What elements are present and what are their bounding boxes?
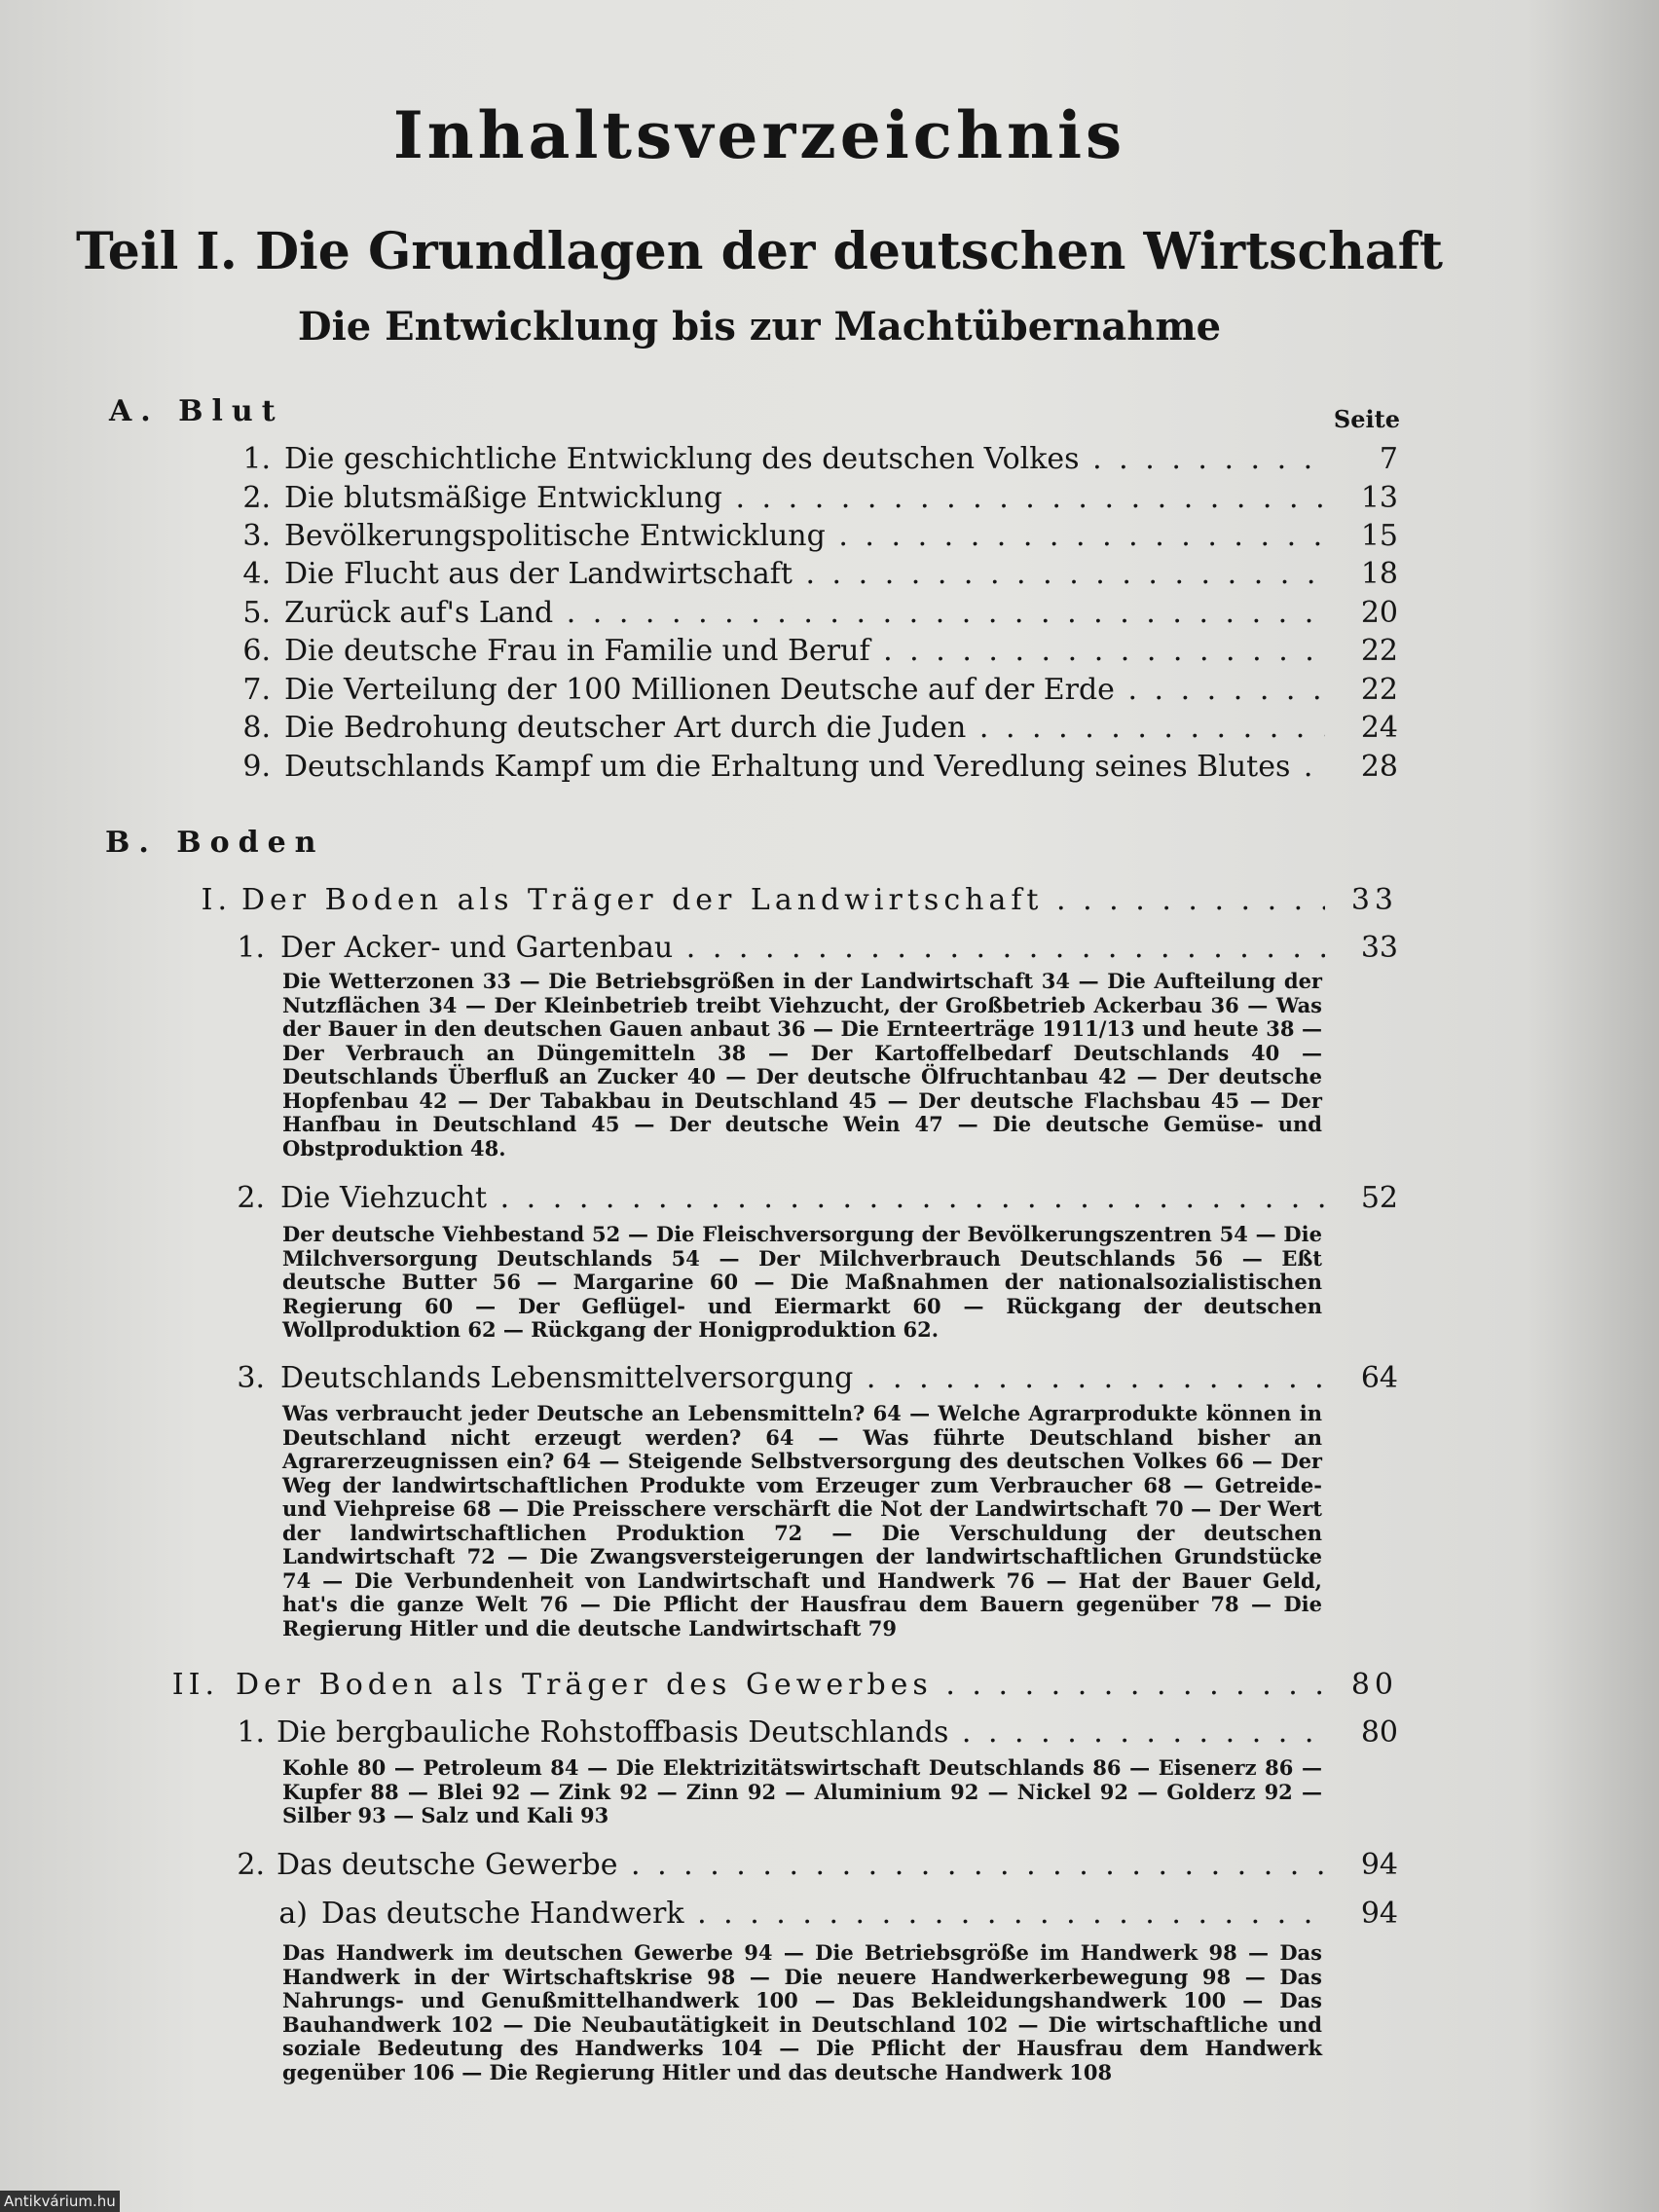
toc-entry-page: 64 <box>1360 1361 1398 1395</box>
toc-entry-page: 7 <box>1379 442 1398 476</box>
toc-entry-label: Die Bedrohung deutscher Art durch die Juden . . . <box>284 710 1325 747</box>
toc-entry <box>0 633 1659 670</box>
page-column-label: Seite <box>1333 405 1400 433</box>
toc-entry-page: 33 <box>1350 883 1398 917</box>
toc-entry-label: Der Boden als Träger der Landwirtschaft . . . <box>241 882 1325 919</box>
toc-entry-label: Das deutsche Gewerbe . . . <box>276 1847 1325 1884</box>
toc-entry-label: Die bergbauliche Rohstoffbasis Deutschlands . . . <box>276 1714 1325 1751</box>
toc-entry-page: 15 <box>1360 519 1398 553</box>
toc-entry-description: Was verbraucht jeder Deutsche an Lebensmitteln? 64 — Welche Agrarprodukte können in Deutschland nicht erzeugt werden? 64 — Was führte Deutschland bisher an Agrarerzeugnissen ein? 64 — Steigende Selbstversorgung des deutschen Volkes 66 — Der Weg der landwirtschaftlichen Produkte vom Erzeuger zum Verbraucher 68 — Getreide- und Viehpreise 68 — Die Preisschere verschärft die Not der Landwirtschaft 70 — Der Wert der landwirtschaftlichen Produktion 72 — Die Verschuldung der deutschen Landwirtschaft 72 — Die Zwangsversteigerungen der landwirtschaftlichen Grundstücke 74 — Die Verbundenheit von Landwirtschaft und Handwerk 76 — Hat der Bauer Geld, hat's die ganze Welt 76 — Die Pflicht der Hausfrau dem Bauern gegenüber 78 — Die Regierung Hitler und die deutsche Landwirtschaft 79 <box>282 1401 1322 1641</box>
toc-entry-page: 94 <box>1360 1848 1398 1882</box>
toc-entry-number: 8. <box>242 711 271 745</box>
page-title: Inhaltsverzeichnis <box>392 97 1126 173</box>
toc-entry-page: 80 <box>1350 1668 1398 1702</box>
toc-entry-number: 1. <box>237 1715 265 1750</box>
toc-entry-description: Das Handwerk im deutschen Gewerbe 94 — Die Betriebsgröße im Handwerk 98 — Das Handwerk in der Wirtschaftskrise 98 — Die neuere Handwerkerbewegung 98 — Das Nahrungs- und Genußmittelhandwerk 100 — Das Bekleidungshandwerk 100 — Das Bauhandwerk 102 — Die Neubautätigkeit in Deutschland 102 — Die wirtschaftliche und soziale Bedeutung des Handwerks 104 — Die Pflicht der Hausfrau dem Handwerk gegenüber 106 — Die Regierung Hitler und das deutsche Handwerk 108 <box>282 1940 1322 2084</box>
toc-entry-label: Der Acker- und Gartenbau . . . <box>280 930 1325 967</box>
toc-entry <box>0 1896 1659 1933</box>
toc-entry <box>0 1847 1659 1884</box>
toc-entry <box>0 480 1659 517</box>
toc-entry-page: 13 <box>1360 481 1398 515</box>
toc-entry-description: Der deutsche Viehbestand 52 — Die Fleischversorgung der Bevölkerungszentren 54 — Die Milchversorgung Deutschlands 54 — Der Milchverbrauch Deutschlands 56 — Eßt deutsche Butter 56 — Margarine 60 — Die Maßnahmen der nationalsozialistischen Regierung 60 — Der Geflügel- und Eiermarkt 60 — Rückgang der deutschen Wollproduktion 62 — Rückgang der Honigproduktion 62. <box>282 1222 1322 1342</box>
toc-entry <box>0 749 1659 786</box>
toc-entry-number: 3. <box>237 1361 265 1395</box>
toc-entry <box>0 882 1659 919</box>
toc-entry-number: 2. <box>242 481 271 515</box>
toc-entry-label: Die Flucht aus der Landwirtschaft . . . <box>284 556 1325 593</box>
toc-entry-label: Zurück auf's Land . . . <box>284 595 1325 632</box>
toc-entry-page: 22 <box>1360 634 1398 668</box>
toc-entry-number: 7. <box>242 673 271 707</box>
toc-entry-page: 28 <box>1360 750 1398 784</box>
toc-entry-number: 2. <box>237 1181 265 1215</box>
watermark: Antikvárium.hu <box>0 2191 120 2212</box>
toc-entry-label: Die geschichtliche Entwicklung des deutschen Volkes . . . <box>284 441 1325 478</box>
section-b-heading: B. Boden <box>105 826 325 860</box>
toc-entry-label: Der Boden als Träger des Gewerbes . . . <box>236 1667 1325 1704</box>
toc-entry-label: Das deutsche Handwerk . . . <box>321 1896 1325 1933</box>
toc-entry-label: Die blutsmäßige Entwicklung . . . <box>284 480 1325 517</box>
toc-entry-page: 18 <box>1360 557 1398 591</box>
toc-entry <box>0 556 1659 593</box>
toc-entry-number: 9. <box>242 750 271 784</box>
toc-entry <box>0 1180 1659 1217</box>
toc-entry-page: 22 <box>1360 673 1398 707</box>
toc-entry-number: 4. <box>242 557 271 591</box>
toc-entry-page: 52 <box>1360 1181 1398 1215</box>
toc-entry-label: Die Viehzucht . . . <box>280 1180 1325 1217</box>
subtitle: Die Entwicklung bis zur Machtübernahme <box>297 304 1222 350</box>
toc-entry <box>0 1360 1659 1397</box>
toc-entry <box>0 441 1659 478</box>
toc-entry-page: 94 <box>1360 1897 1398 1931</box>
toc-entry-description: Kohle 80 — Petroleum 84 — Die Elektrizitätswirtschaft Deutschlands 86 — Eisenerz 86 — Kupfer 88 — Blei 92 — Zink 92 — Zinn 92 — Aluminium 92 — Nickel 92 — Golderz 92 — Silber 93 — Salz und Kali 93 <box>282 1755 1322 1827</box>
toc-entry-number: 3. <box>242 519 271 553</box>
toc-entry-label: Deutschlands Kampf um die Erhaltung und Veredlung seines Blutes . . . <box>284 749 1325 786</box>
toc-entry <box>0 1667 1659 1704</box>
toc-entry-page: 24 <box>1360 711 1398 745</box>
toc-entry <box>0 518 1659 555</box>
toc-entry-number: 6. <box>242 634 271 668</box>
toc-entry-page: 80 <box>1360 1715 1398 1750</box>
toc-entry-label: Die deutsche Frau in Familie und Beruf . . . <box>284 633 1325 670</box>
toc-entry-number: I. <box>201 883 232 917</box>
part-title: Teil I. Die Grundlagen der deutschen Wirtschaft <box>76 222 1443 281</box>
toc-entry-number: 2. <box>237 1848 265 1882</box>
toc-entry <box>0 1714 1659 1751</box>
toc-entry <box>0 930 1659 967</box>
toc-entry <box>0 672 1659 709</box>
toc-entry-label: Die Verteilung der 100 Millionen Deutsche auf der Erde . . . <box>284 672 1325 709</box>
toc-entry-description: Die Wetterzonen 33 — Die Betriebsgrößen in der Landwirtschaft 34 — Die Aufteilung der Nutzflächen 34 — Der Kleinbetrieb treibt Viehzucht, der Großbetrieb Ackerbau 36 — Was der Bauer in den deutschen Gauen anbaut 36 — Die Ernteerträge 1911/13 und heute 38 — Der Verbrauch an Düngemitteln 38 — Der Kartoffelbedarf Deutschlands 40 — Deutschlands Überfluß an Zucker 40 — Der deutsche Ölfruchtanbau 42 — Der deutsche Hopfenbau 42 — Der Tabakbau in Deutschland 45 — Der deutsche Flachsbau 45 — Der Hanfbau in Deutschland 45 — Der deutsche Wein 47 — Die deutsche Gemüse- und Obstproduktion 48. <box>282 969 1322 1161</box>
toc-entry-label: Bevölkerungspolitische Entwicklung . . . <box>284 518 1325 555</box>
toc-entry-label: Deutschlands Lebensmittelversorgung . . . <box>280 1360 1325 1397</box>
toc-entry-page: 33 <box>1360 931 1398 965</box>
toc-entry-number: 1. <box>242 442 271 476</box>
toc-entry-number: a) <box>278 1897 308 1931</box>
toc-entry <box>0 710 1659 747</box>
toc-entry <box>0 595 1659 632</box>
toc-entry-number: 1. <box>237 931 265 965</box>
toc-entry-page: 20 <box>1360 596 1398 630</box>
toc-entry-number: II. <box>171 1668 219 1702</box>
section-a-heading: A. Blut <box>109 394 284 428</box>
toc-entry-number: 5. <box>242 596 271 630</box>
